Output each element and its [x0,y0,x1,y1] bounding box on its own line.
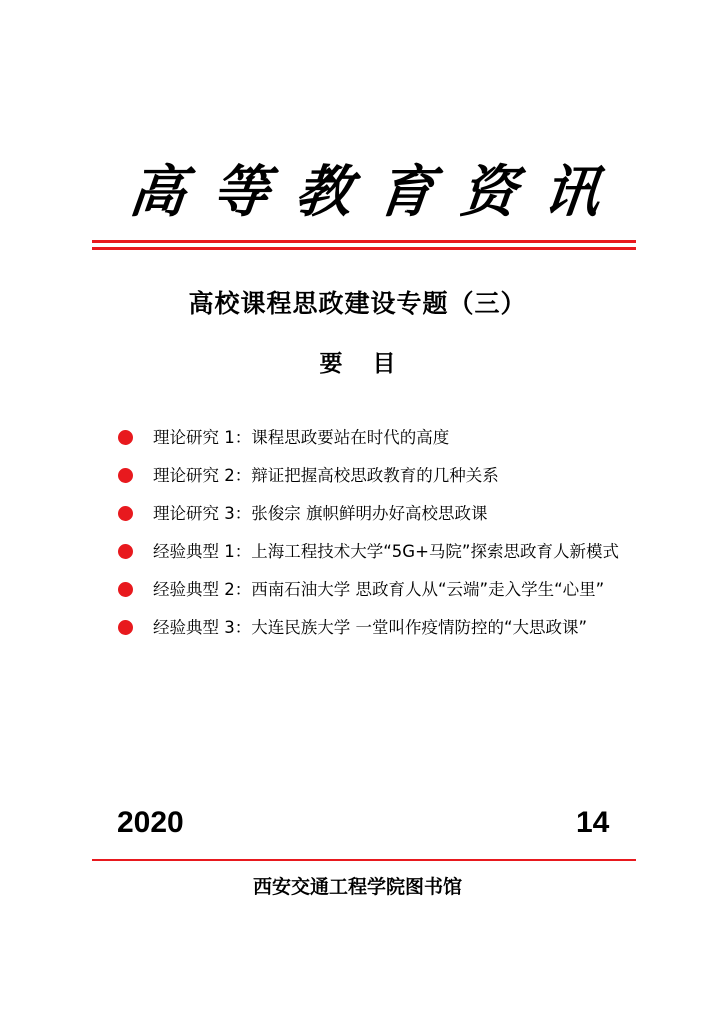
masthead-char: 教 [291,159,355,225]
bullet-dot-icon [118,468,133,483]
issue-year: 2020 [117,806,184,839]
publisher-name: 西安交通工程学院图书馆 [252,876,462,898]
toc-item-text: 理论研究 3：张俊宗 旗帜鲜明办好高校思政课 [153,504,488,523]
toc-item [116,496,636,532]
issue-title: 高校课程思政建设专题（三） [188,289,527,318]
masthead-divider-bottom [92,247,636,250]
masthead-char: 育 [374,159,438,225]
masthead-divider-top [92,240,636,243]
bullet-dot-icon [118,430,133,445]
masthead-char: 讯 [540,159,604,225]
bullet-dot-icon [118,620,133,635]
table-of-contents [116,420,636,648]
toc-item-text: 理论研究 2：辩证把握高校思政教育的几种关系 [153,466,499,485]
toc-item-text: 经验典型 2：西南石油大学 思政育人从“云端”走入学生“心里” [153,580,605,599]
masthead-char: 等 [208,159,272,225]
footer-divider [92,859,636,861]
toc-item-text: 经验典型 1：上海工程技术大学“5G+马院”探索思政育人新模式 [153,542,619,561]
toc-item [116,534,636,570]
bullet-dot-icon [118,506,133,521]
bullet-dot-icon [118,582,133,597]
toc-item [116,610,636,646]
issue-number: 14 [576,806,610,839]
toc-item [116,458,636,494]
toc-item-text: 经验典型 3：大连民族大学 一堂叫作疫情防控的“大思政课” [153,618,588,637]
toc-item [116,572,636,608]
masthead-char: 资 [457,159,521,225]
contents-heading: 要目 [319,350,426,377]
masthead-title [126,148,604,228]
masthead-char: 高 [126,159,190,225]
toc-item-text: 理论研究 1：课程思政要站在时代的高度 [153,428,450,447]
bullet-dot-icon [118,544,133,559]
toc-item [116,420,636,456]
